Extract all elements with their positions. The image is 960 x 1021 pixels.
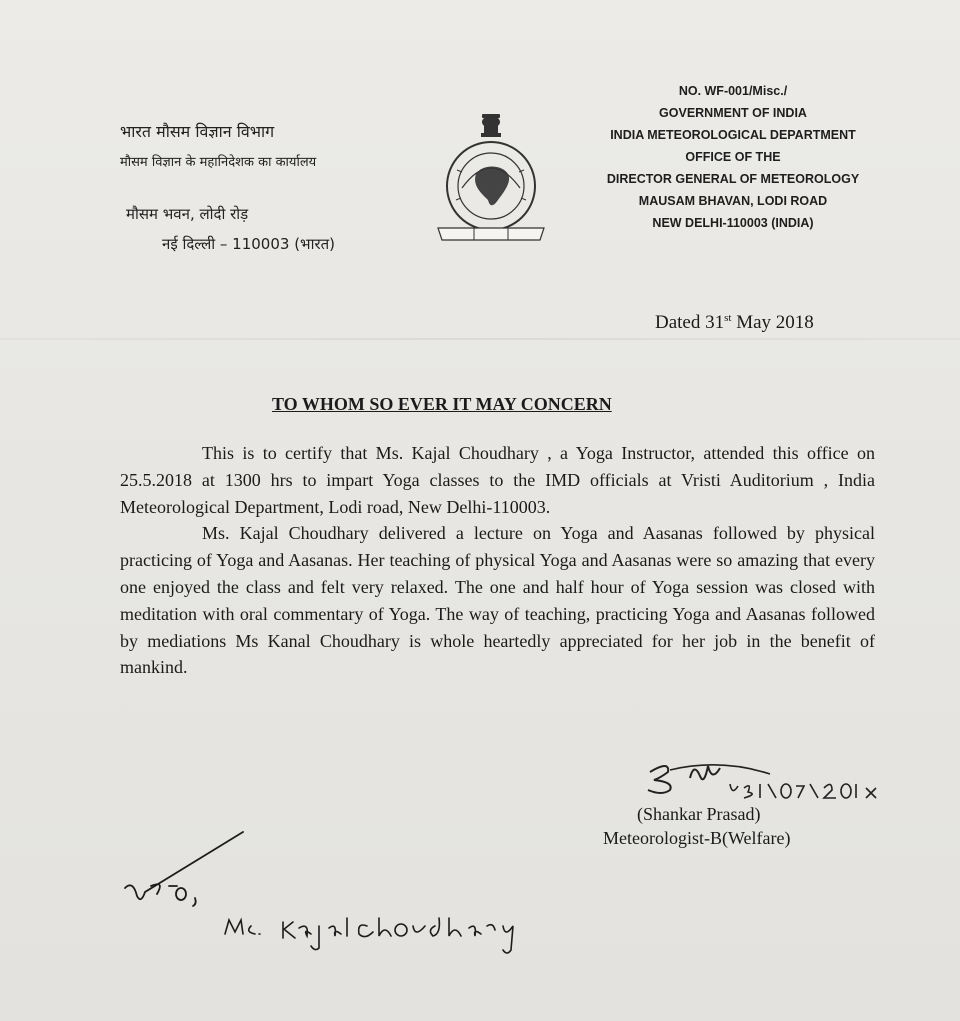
handwritten-signature xyxy=(640,752,890,812)
imd-emblem-logo xyxy=(432,108,550,244)
director-general: DIRECTOR GENERAL OF METEOROLOGY xyxy=(606,172,860,186)
address-line1: MAUSAM BHAVAN, LODI ROAD xyxy=(638,194,828,208)
handwritten-recipient xyxy=(115,822,535,962)
letter-subject: TO WHOM SO EVER IT MAY CONCERN xyxy=(272,394,612,414)
date-ordinal: st xyxy=(724,312,732,324)
reference-number: NO. WF-001/Misc./ xyxy=(678,84,788,98)
handwritten-date-mark xyxy=(744,784,876,798)
paragraph-1: This is to certify that Ms. Kajal Choudhary , a Yoga Instructor, attended this office on 25.5.2018 at 1300 hrs to impart Yoga classes to the IMD officials at Vristi Auditorium , India Meteorological Department, Lodi road, New Delhi-110003. xyxy=(120,443,875,517)
office-of: OFFICE OF THE xyxy=(685,150,781,164)
address-line2: NEW DELHI-110003 (INDIA) xyxy=(652,216,814,230)
hindi-address-line1: मौसम भवन, लोदी रोड़ xyxy=(126,205,249,223)
date-prefix: Dated 31 xyxy=(655,312,725,333)
hindi-address-line2: नई दिल्ली – 110003 (भारत) xyxy=(162,235,336,253)
paper-fold xyxy=(0,338,960,340)
govt-name: GOVERNMENT OF INDIA xyxy=(659,106,807,120)
hindi-dept-name: भारत मौसम विज्ञान विभाग xyxy=(120,122,275,141)
hindi-office-name: मौसम विज्ञान के महानिदेशक का कार्यालय xyxy=(120,155,317,170)
dept-name: INDIA METEOROLOGICAL DEPARTMENT xyxy=(610,128,856,142)
signatory-title: Meteorologist-B(Welfare) xyxy=(603,828,791,848)
date-rest: May 2018 xyxy=(731,312,814,333)
english-letterhead xyxy=(578,80,888,234)
national-emblem-icon xyxy=(481,114,501,137)
letter-body xyxy=(120,440,875,681)
signatory-name: (Shankar Prasad) xyxy=(637,804,761,824)
letter-date xyxy=(655,312,814,334)
paragraph-2: Ms. Kajal Choudhary delivered a lecture on Yoga and Aasanas followed by physical practicing of Yoga and Aasanas. Her teaching of physical Yoga and Aasanas were so amazing that every one enjoyed the class and felt very relaxed. The one and half hour of Yoga session was closed with meditation with oral commentary of Yoga. The way of teaching, practicing Yoga and Aasanas followed by mediations Ms Kanal Choudhary is whole heartedly appreciated for her job in the benefit of mankind. xyxy=(120,523,875,678)
